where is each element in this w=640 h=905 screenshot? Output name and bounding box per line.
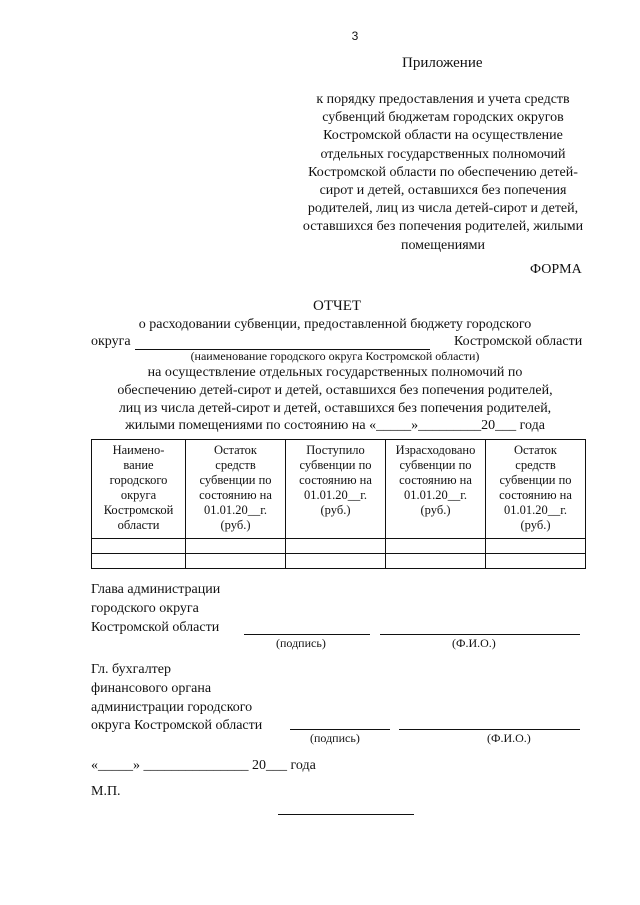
accountant-signature-caption: (подпись)	[310, 731, 360, 745]
column-header: Наимено- вание городского округа Костромской области	[92, 440, 186, 539]
head-name-field[interactable]	[380, 634, 580, 635]
page-number: 3	[351, 29, 359, 43]
appendix-title: Приложение	[402, 55, 483, 71]
district-prefix: округа	[91, 334, 131, 349]
column-header: Остаток средств субвенции по состоянию на 01.01.20__г. (руб.)	[486, 440, 586, 539]
table-cell[interactable]	[92, 539, 186, 554]
report-line-4: обеспечению детей-сирот и детей, оставшихся без попечения родителей,	[117, 383, 553, 398]
head-name-caption: (Ф.И.О.)	[452, 636, 496, 650]
table-cell[interactable]	[92, 554, 186, 569]
head-signature-field[interactable]	[244, 634, 370, 635]
head-line-3: Костромской области	[91, 620, 220, 635]
appendix-text: к порядку предоставления и учета средств субвенций бюджетам городских округов Костромской области на осуществление отдельных государственных полномочий Костромской области по обеспечению детей-сирот и детей, оставшихся без попечения родителей, лиц из числа детей-сирот и детей, оставшихся без попечения родителей, жилыми помещениями	[302, 92, 584, 253]
accountant-signature-field[interactable]	[290, 729, 390, 730]
form-label: ФОРМА	[530, 262, 582, 277]
table-row	[92, 539, 586, 554]
table-cell[interactable]	[386, 554, 486, 569]
stamp-label: М.П.	[91, 784, 121, 799]
accountant-name-field[interactable]	[399, 729, 580, 730]
head-line-2: городского округа	[91, 601, 199, 616]
table-cell[interactable]	[486, 554, 586, 569]
table-cell[interactable]	[186, 539, 286, 554]
accountant-line-1: Гл. бухгалтер	[91, 662, 172, 677]
table-cell[interactable]	[286, 554, 386, 569]
table-cell[interactable]	[186, 554, 286, 569]
accountant-line-4: округа Костромской области	[91, 718, 263, 733]
stamp-line[interactable]	[278, 814, 414, 815]
table-cell[interactable]	[286, 539, 386, 554]
district-note: (наименование городского округа Костромской области)	[190, 349, 480, 363]
head-signature-caption: (подпись)	[276, 636, 326, 650]
column-header: Поступило субвенции по состоянию на 01.01.20__г. (руб.)	[286, 440, 386, 539]
report-line-6: жилыми помещениями по состоянию на «_____»_________20___ года	[125, 418, 545, 433]
report-title: ОТЧЕТ	[313, 298, 362, 314]
district-suffix: Костромской области	[454, 334, 583, 349]
column-header: Остаток средств субвенции по состоянию на 01.01.20__г. (руб.)	[186, 440, 286, 539]
accountant-line-2: финансового органа	[91, 681, 212, 696]
table-cell[interactable]	[486, 539, 586, 554]
report-line-1: о расходовании субвенции, предоставленной бюджету городского	[138, 317, 532, 332]
report-table	[91, 439, 586, 569]
table-row	[92, 554, 586, 569]
accountant-name-caption: (Ф.И.О.)	[487, 731, 531, 745]
column-header: Израсходовано субвенции по состоянию на 01.01.20__г. (руб.)	[386, 440, 486, 539]
report-line-3: на осуществление отдельных государственных полномочий по	[147, 365, 523, 380]
accountant-line-3: администрации городского	[91, 700, 253, 715]
head-line-1: Глава администрации	[91, 582, 221, 597]
table-cell[interactable]	[386, 539, 486, 554]
date-line: «_____» _______________ 20___ года	[91, 758, 316, 773]
report-line-5: лиц из числа детей-сирот и детей, оставшихся без попечения родителей,	[118, 401, 552, 416]
